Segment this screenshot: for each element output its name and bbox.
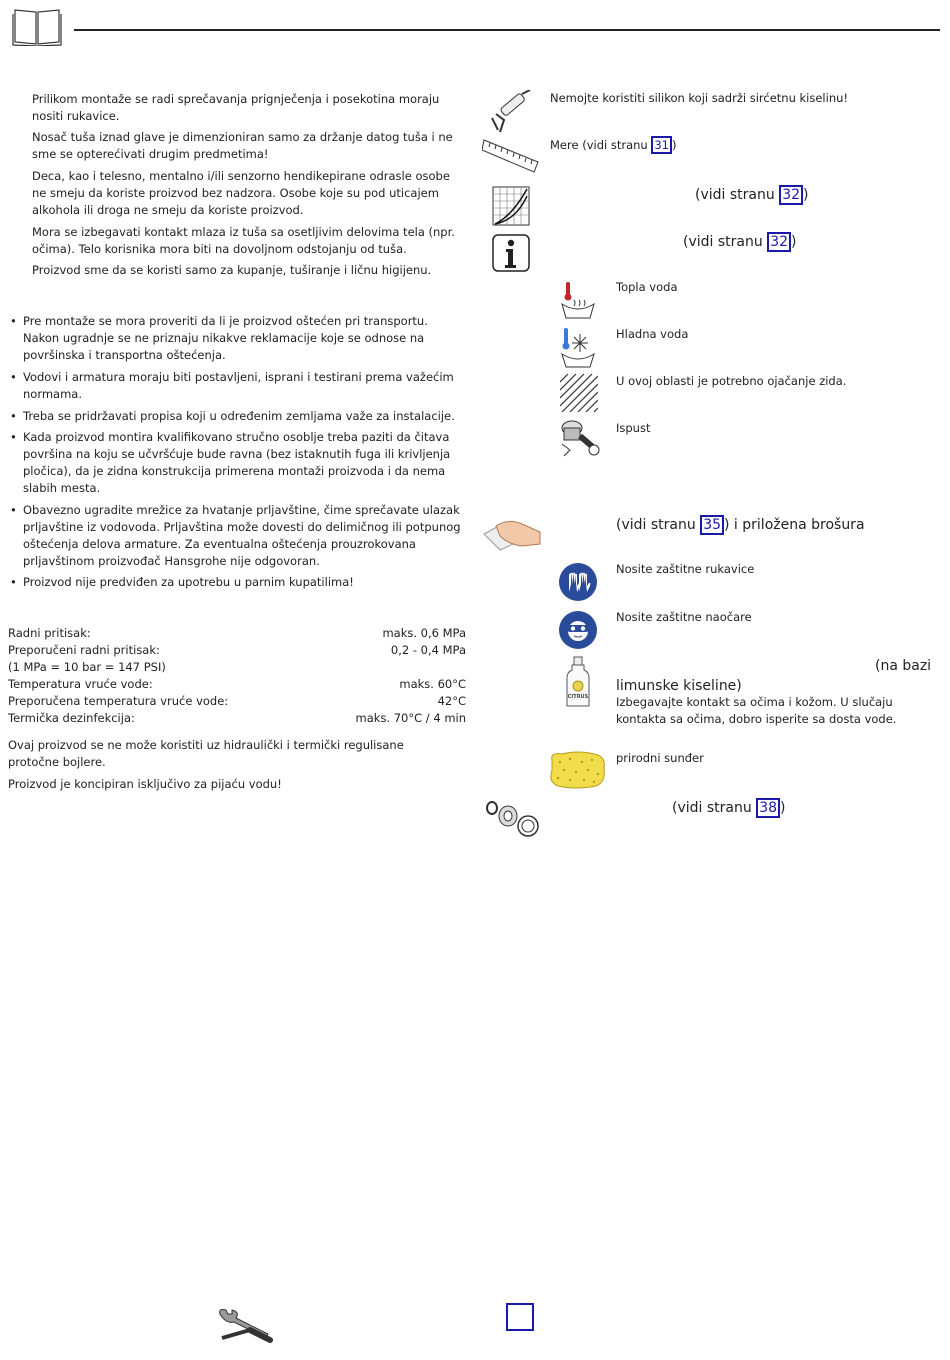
page-link-31[interactable]: 31	[651, 136, 672, 154]
sponge-icon	[548, 750, 606, 790]
info-icon	[492, 234, 530, 272]
drinking-water-note: Proizvod je koncipiran isključivo za pijaću vodu!	[8, 777, 282, 791]
cold-water-label: Hladna voda	[616, 327, 689, 341]
ruler-icon	[482, 138, 540, 174]
citrus-cleaner-note-a: (na bazi	[875, 658, 932, 674]
page-link-38[interactable]: 38	[756, 798, 780, 818]
silicone-gun-icon	[486, 90, 534, 134]
goggles-label: Nosite zaštitne naočare	[616, 610, 752, 624]
diagram-ref: (vidi stranu 32 )	[695, 187, 809, 203]
spec-row: (1 MPa = 10 bar = 147 PSI)	[8, 660, 166, 674]
cleaning-ref: (vidi stranu 35 ) i priložena brošura	[616, 517, 865, 533]
spare-parts-ref: (vidi stranu 38 )	[672, 800, 786, 816]
drain-label: Ispust	[616, 421, 651, 435]
bullet-item: • Obavezno ugradite mrežice za hvatanje prljavštine, čime sprečavate ulazak prljavštine iz vodovoda. Prljavština može dovesti do delimičnog ili potpunog oštećenja delova armature. Za eventualna oštećenja prouzrokovana prljavštinom proizvođač Hansgrohe nije odgovoran.	[10, 503, 461, 568]
spec-row: Preporučeni radni pritisak: 0,2 - 0,4 MPa	[8, 643, 466, 657]
safety-paragraph: Mora se izbegavati kontakt mlaza iz tuša sa osetljivim delovima tela (npr. očima). Telo korisnika mora biti na dovoljnom odstojanju od tuša.	[32, 225, 455, 256]
spec-row: Preporučena temperatura vruće vode: 42°C	[8, 694, 466, 708]
page-link-32[interactable]: 32	[779, 185, 803, 205]
drain-fitting-icon	[558, 418, 600, 460]
dimensions-ref: Mere (vidi stranu 31 )	[550, 138, 677, 152]
gloves-icon	[558, 562, 598, 602]
bullet-item: • Treba se pridržavati propisa koji u određenim zemljama važe za instalacije.	[10, 409, 455, 423]
safety-paragraph: Prilikom montaže se radi sprečavanja prignječenja i posekotina moraju nositi rukavice.	[32, 92, 440, 123]
open-book-icon	[12, 6, 62, 46]
bullet-item: • Kada proizvod montira kvalifikovano stručno osoblje treba paziti da čitava površina na koju se učvršćuje bude ravna (bez istaknutih fuga ili krivljenja pločica), da je zidna konstrukcija primerena montaži proizvoda i da nema slabih mesta.	[10, 430, 451, 495]
page-number-box[interactable]	[506, 1303, 534, 1331]
bullet-item: • Proizvod nije predviđen za upotrebu u parnim kupatilima!	[10, 575, 354, 589]
citrus-bottle-label: CITRUS	[567, 694, 589, 700]
safety-paragraph: Proizvod sme da se koristi samo za kupanje, tuširanje i ličnu higijenu.	[32, 263, 432, 277]
bullet-item: • Vodovi i armatura moraju biti postavljeni, isprani i testirani prema važećim normama.	[10, 370, 454, 401]
citrus-cleaner-note-b: limunske kiseline)	[616, 678, 742, 694]
spec-row: Radni pritisak: maks. 0,6 MPa	[8, 626, 466, 640]
cleaning-hand-icon	[482, 514, 542, 552]
wall-reinforcement-label: U ovoj oblasti je potrebno ojačanje zida.	[616, 374, 847, 388]
hot-water-label: Topla voda	[616, 280, 678, 294]
bullet-item: • Pre montaže se mora proveriti da li je proizvod oštećen pri transportu. Nakon ugradnje se ne priznaju nikakve reklamacije koje se odnose na površinska i transportna oštećenja.	[10, 314, 428, 362]
tools-icon	[216, 1308, 274, 1348]
hot-water-icon	[558, 280, 598, 320]
silicone-warning: Nemojte koristiti silikon koji sadrži sirćetnu kiselinu!	[550, 91, 849, 105]
gloves-label: Nosite zaštitne rukavice	[616, 562, 755, 576]
spare-parts-icon	[484, 798, 542, 838]
sponge-label: prirodni sunđer	[616, 751, 704, 765]
page-link-35[interactable]: 35	[700, 515, 724, 535]
page-link-32-info[interactable]: 32	[767, 232, 791, 252]
cold-water-icon	[558, 326, 598, 368]
info-ref: (vidi stranu 32 )	[683, 234, 797, 250]
flow-diagram-icon	[492, 186, 530, 226]
header-rule	[74, 29, 940, 31]
safety-goggles-icon	[558, 610, 598, 650]
citrus-warning: Izbegavajte kontakt sa očima i kožom. U slučaju kontakta sa očima, dobro isperite sa dosta vode.	[616, 695, 897, 726]
boiler-note: Ovaj proizvod se ne može koristiti uz hidraulički i termički regulisane protočne bojlere.	[8, 738, 404, 769]
spec-row: Temperatura vruće vode: maks. 60°C	[8, 677, 466, 691]
spec-row: Termička dezinfekcija: maks. 70°C / 4 min	[8, 711, 466, 725]
citrus-cleaner-bottle-icon	[566, 656, 590, 708]
safety-paragraph: Nosač tuša iznad glave je dimenzioniran samo za držanje datog tuša i ne sme se opterećivati drugim predmetima!	[32, 130, 453, 161]
hatched-wall-icon	[560, 374, 598, 412]
safety-paragraph: Deca, kao i telesno, mentalno i/ili senzorno hendikepirane odrasle osobe ne smeju da koriste proizvod bez nadzora. Osobe koje su pod uticajem alkohola ili droga ne smeju da koriste proizvod.	[32, 169, 450, 217]
